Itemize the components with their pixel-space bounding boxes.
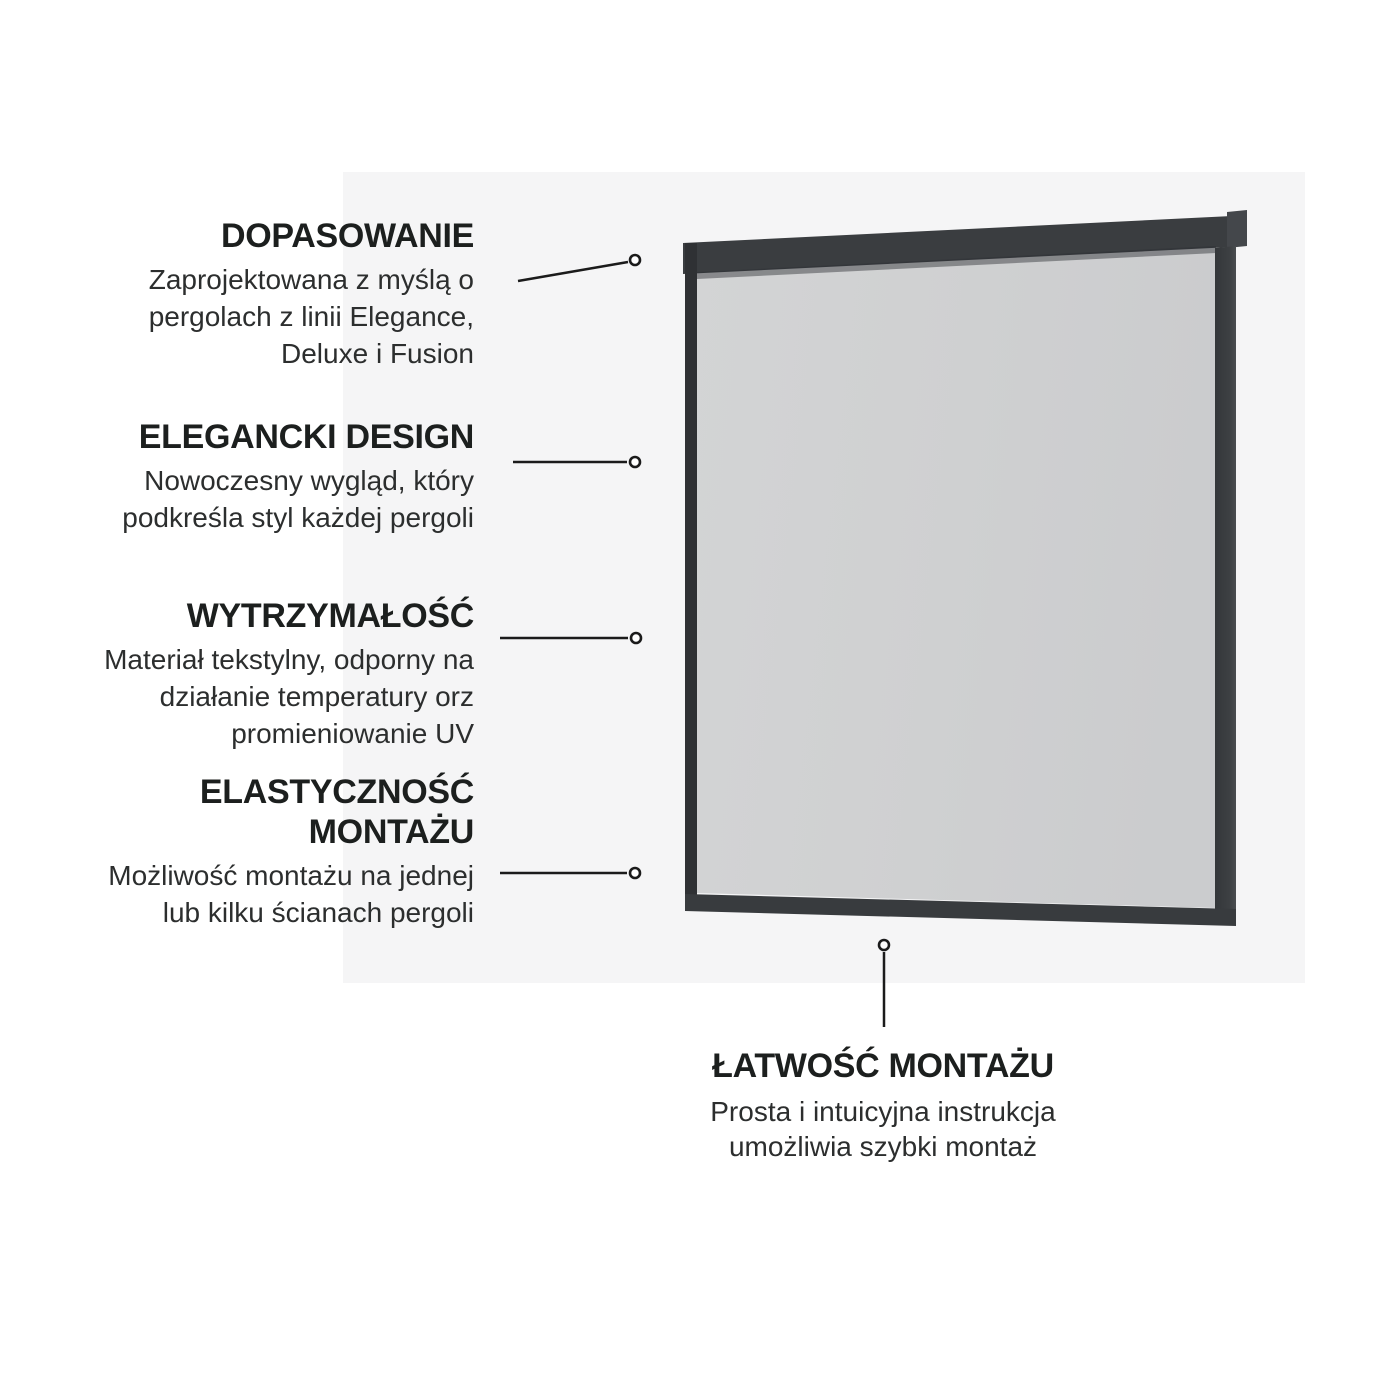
feature-elegancki-design bbox=[4, 417, 474, 536]
feature-line: pergolach z linii Elegance, bbox=[148, 301, 474, 332]
feature-title: WYTRZYMAŁOŚĆ bbox=[186, 597, 474, 635]
feature-title: ELASTYCZNOŚĆ MONTAŻU bbox=[199, 773, 474, 851]
feature-elastycznosc-montazu bbox=[4, 772, 474, 931]
callout-latwosc-montazu bbox=[879, 940, 889, 1027]
feature-wytrzymalosc bbox=[4, 596, 474, 752]
feature-title: ŁATWOŚĆ MONTAŻU bbox=[712, 1047, 1054, 1085]
callout-dopasowanie bbox=[518, 255, 640, 281]
feature-line: Materiał tekstylny, odporny na bbox=[104, 644, 474, 675]
callout-line bbox=[518, 262, 628, 281]
callout-dot bbox=[630, 868, 640, 878]
feature-line: Nowoczesny wygląd, który bbox=[144, 465, 474, 496]
frame-right-shape bbox=[1215, 246, 1236, 926]
feature-line: lub kilku ścianach pergoli bbox=[162, 897, 474, 928]
callout-dot bbox=[631, 633, 641, 643]
callout-dot bbox=[630, 457, 640, 467]
feature-line: Możliwość montażu na jednej bbox=[108, 860, 474, 891]
feature-title: DOPASOWANIE bbox=[221, 217, 474, 255]
callout-dot bbox=[630, 255, 640, 265]
feature-dopasowanie bbox=[4, 216, 474, 372]
callout-dot bbox=[879, 940, 889, 950]
feature-latwosc-montazu bbox=[633, 1045, 1133, 1164]
feature-line: promieniowanie UV bbox=[231, 718, 474, 749]
screen-fabric-shape bbox=[697, 228, 1216, 908]
feature-line: umożliwia szybki montaż bbox=[728, 1131, 1038, 1162]
callout-elastycznosc-montazu bbox=[500, 868, 640, 878]
feature-line: Zaprojektowana z myślą o bbox=[148, 264, 474, 295]
frame-left-shape bbox=[685, 243, 697, 911]
feature-line: Prosta i intuicyjna instrukcja bbox=[710, 1096, 1056, 1127]
feature-line: Deluxe i Fusion bbox=[281, 338, 474, 369]
cassette-end-cap-shape bbox=[1227, 210, 1247, 248]
feature-title: ELEGANCKI DESIGN bbox=[138, 418, 474, 456]
callout-wytrzymalosc bbox=[500, 633, 641, 643]
feature-line: działanie temperatury orz bbox=[159, 681, 474, 712]
feature-line: podkreśla styl każdej pergoli bbox=[122, 502, 474, 533]
callout-elegancki-design bbox=[513, 457, 640, 467]
